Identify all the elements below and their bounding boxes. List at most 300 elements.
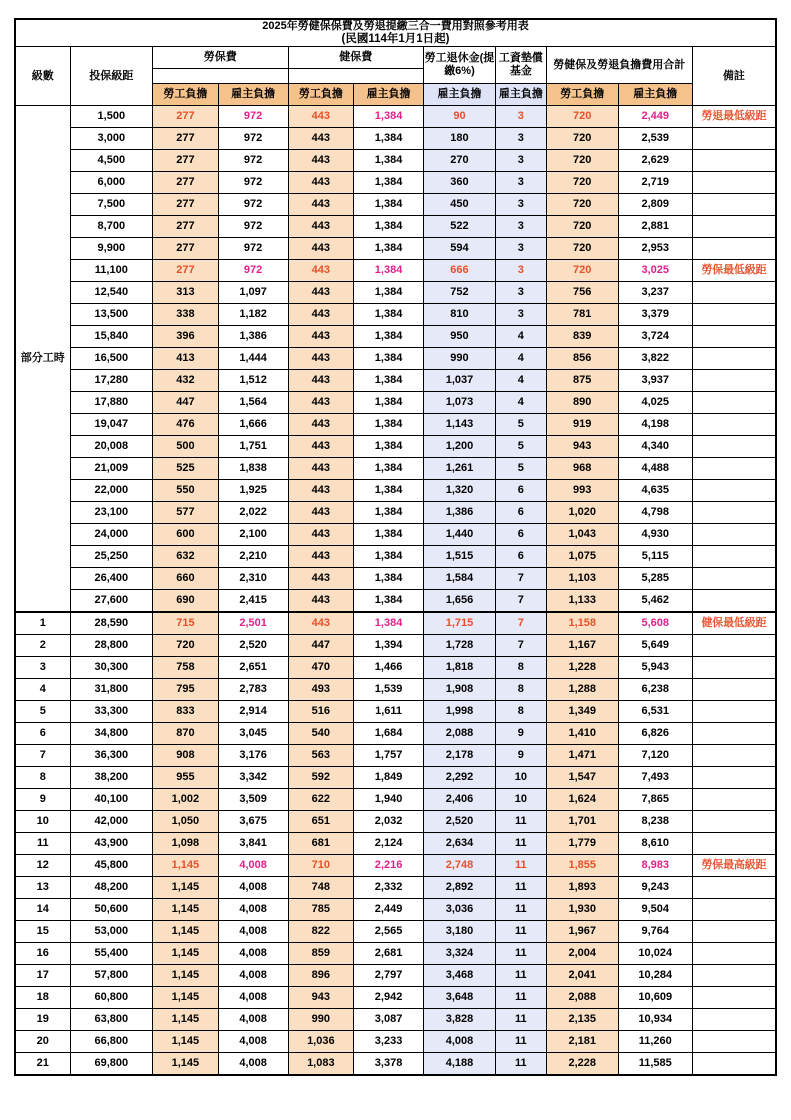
document-title-cell — [15, 19, 776, 46]
table-row — [15, 810, 776, 832]
table-row — [15, 171, 776, 193]
cell-labor-insurance-employee: 277 — [153, 149, 219, 171]
cell-total-employee: 1,701 — [546, 810, 618, 832]
cell-health-insurance-employer: 1,384 — [354, 545, 424, 567]
cell-labor-pension: 1,320 — [423, 479, 495, 501]
part-time-label: 部分工時 — [15, 105, 70, 612]
cell-health-insurance-employee: 443 — [288, 479, 354, 501]
cell-wage-arrears-fund: 5 — [495, 457, 546, 479]
cell-health-insurance-employer: 2,332 — [354, 876, 424, 898]
cell-salary: 16,500 — [70, 347, 153, 369]
header-remark: 備註 — [692, 46, 776, 105]
cell-health-insurance-employer: 3,378 — [354, 1052, 424, 1075]
cell-labor-insurance-employee: 577 — [153, 501, 219, 523]
cell-wage-arrears-fund: 5 — [495, 435, 546, 457]
cell-total-employer: 7,493 — [618, 766, 692, 788]
cell-labor-insurance-employer: 2,520 — [218, 634, 288, 656]
table-row — [15, 259, 776, 281]
cell-remark — [692, 722, 776, 744]
cell-labor-insurance-employee: 1,145 — [153, 1030, 219, 1052]
cell-labor-pension: 2,520 — [423, 810, 495, 832]
cell-grade: 8 — [15, 766, 70, 788]
subheader-li-employer: 雇主負擔 — [218, 83, 288, 105]
cell-salary: 20,008 — [70, 435, 153, 457]
table-row — [15, 788, 776, 810]
cell-labor-insurance-employer: 4,008 — [218, 1030, 288, 1052]
cell-total-employee: 781 — [546, 303, 618, 325]
cell-salary: 12,540 — [70, 281, 153, 303]
cell-health-insurance-employee: 443 — [288, 303, 354, 325]
cell-wage-arrears-fund: 4 — [495, 391, 546, 413]
cell-labor-insurance-employer: 1,182 — [218, 303, 288, 325]
cell-labor-pension: 1,261 — [423, 457, 495, 479]
cell-wage-arrears-fund: 3 — [495, 105, 546, 127]
cell-remark — [692, 656, 776, 678]
cell-remark — [692, 171, 776, 193]
cell-labor-insurance-employer: 1,444 — [218, 347, 288, 369]
cell-labor-insurance-employee: 1,145 — [153, 854, 219, 876]
cell-salary: 24,000 — [70, 523, 153, 545]
cell-labor-insurance-employee: 413 — [153, 347, 219, 369]
cell-total-employer: 3,937 — [618, 369, 692, 391]
cell-labor-pension: 950 — [423, 325, 495, 347]
cell-labor-insurance-employee: 277 — [153, 237, 219, 259]
table-row — [15, 347, 776, 369]
cell-wage-arrears-fund: 3 — [495, 237, 546, 259]
cell-health-insurance-employer: 1,384 — [354, 105, 424, 127]
cell-remark — [692, 810, 776, 832]
cell-labor-pension: 1,037 — [423, 369, 495, 391]
cell-total-employee: 1,020 — [546, 501, 618, 523]
cell-labor-insurance-employer: 1,386 — [218, 325, 288, 347]
cell-labor-insurance-employer: 4,008 — [218, 986, 288, 1008]
header-grade: 級數 — [15, 46, 70, 105]
cell-labor-pension: 3,036 — [423, 898, 495, 920]
cell-salary: 38,200 — [70, 766, 153, 788]
cell-health-insurance-employer: 3,087 — [354, 1008, 424, 1030]
cell-labor-insurance-employer: 3,342 — [218, 766, 288, 788]
cell-labor-pension: 1,656 — [423, 589, 495, 612]
cell-health-insurance-employer: 1,384 — [354, 369, 424, 391]
cell-total-employer: 7,865 — [618, 788, 692, 810]
cell-total-employee: 968 — [546, 457, 618, 479]
cell-health-insurance-employer: 1,684 — [354, 722, 424, 744]
cell-health-insurance-employee: 443 — [288, 589, 354, 612]
cell-health-insurance-employee: 622 — [288, 788, 354, 810]
cell-total-employee: 720 — [546, 193, 618, 215]
cell-grade: 19 — [15, 1008, 70, 1030]
cell-labor-insurance-employee: 690 — [153, 589, 219, 612]
cell-remark — [692, 1052, 776, 1075]
cell-wage-arrears-fund: 6 — [495, 479, 546, 501]
cell-labor-insurance-employee: 908 — [153, 744, 219, 766]
cell-wage-arrears-fund: 11 — [495, 964, 546, 986]
table-row — [15, 744, 776, 766]
cell-remark — [692, 457, 776, 479]
cell-total-employee: 1,471 — [546, 744, 618, 766]
cell-remark — [692, 127, 776, 149]
cell-health-insurance-employee: 443 — [288, 193, 354, 215]
cell-health-insurance-employer: 1,384 — [354, 501, 424, 523]
cell-grade: 4 — [15, 678, 70, 700]
cell-labor-pension: 522 — [423, 215, 495, 237]
cell-remark — [692, 986, 776, 1008]
cell-salary: 21,009 — [70, 457, 153, 479]
cell-total-employee: 720 — [546, 149, 618, 171]
cell-health-insurance-employee: 990 — [288, 1008, 354, 1030]
cell-labor-pension: 1,200 — [423, 435, 495, 457]
cell-labor-insurance-employer: 972 — [218, 215, 288, 237]
cell-health-insurance-employee: 859 — [288, 942, 354, 964]
cell-health-insurance-employee: 443 — [288, 171, 354, 193]
cell-total-employee: 1,228 — [546, 656, 618, 678]
cell-health-insurance-employer: 1,384 — [354, 435, 424, 457]
cell-wage-arrears-fund: 7 — [495, 567, 546, 589]
cell-total-employer: 3,724 — [618, 325, 692, 347]
table-row — [15, 612, 776, 635]
cell-grade: 14 — [15, 898, 70, 920]
cell-salary: 45,800 — [70, 854, 153, 876]
cell-total-employer: 4,798 — [618, 501, 692, 523]
table-row — [15, 127, 776, 149]
cell-labor-insurance-employee: 1,145 — [153, 898, 219, 920]
cell-health-insurance-employer: 1,384 — [354, 612, 424, 635]
cell-health-insurance-employee: 896 — [288, 964, 354, 986]
cell-salary: 36,300 — [70, 744, 153, 766]
cell-wage-arrears-fund: 11 — [495, 898, 546, 920]
cell-remark — [692, 281, 776, 303]
cell-labor-insurance-employee: 1,145 — [153, 942, 219, 964]
cell-salary: 17,280 — [70, 369, 153, 391]
cell-total-employee: 2,088 — [546, 986, 618, 1008]
cell-remark — [692, 347, 776, 369]
cell-total-employee: 1,967 — [546, 920, 618, 942]
cell-health-insurance-employee: 516 — [288, 700, 354, 722]
cell-labor-insurance-employer: 1,751 — [218, 435, 288, 457]
cell-remark: 勞保最低級距 — [692, 259, 776, 281]
table-row — [15, 369, 776, 391]
cell-total-employer: 4,025 — [618, 391, 692, 413]
cell-total-employer: 8,238 — [618, 810, 692, 832]
cell-labor-insurance-employer: 1,564 — [218, 391, 288, 413]
header-salary-bracket: 投保級距 — [70, 46, 153, 105]
cell-health-insurance-employer: 1,384 — [354, 391, 424, 413]
cell-salary: 42,000 — [70, 810, 153, 832]
cell-remark — [692, 523, 776, 545]
cell-remark — [692, 589, 776, 612]
cell-labor-pension: 1,998 — [423, 700, 495, 722]
cell-wage-arrears-fund: 4 — [495, 369, 546, 391]
cell-labor-pension: 1,908 — [423, 678, 495, 700]
cell-health-insurance-employee: 493 — [288, 678, 354, 700]
table-row — [15, 215, 776, 237]
cell-labor-insurance-employer: 1,512 — [218, 369, 288, 391]
cell-health-insurance-employer: 1,539 — [354, 678, 424, 700]
cell-labor-insurance-employer: 1,838 — [218, 457, 288, 479]
cell-salary: 1,500 — [70, 105, 153, 127]
header-labor-pension: 勞工退休金(提繳6%) — [423, 46, 495, 83]
cell-total-employer: 7,120 — [618, 744, 692, 766]
cell-health-insurance-employee: 443 — [288, 215, 354, 237]
cell-total-employee: 875 — [546, 369, 618, 391]
cell-health-insurance-employee: 443 — [288, 545, 354, 567]
cell-labor-insurance-employee: 447 — [153, 391, 219, 413]
cell-total-employer: 3,379 — [618, 303, 692, 325]
cell-labor-insurance-employer: 972 — [218, 171, 288, 193]
cell-health-insurance-employer: 3,233 — [354, 1030, 424, 1052]
cell-salary: 6,000 — [70, 171, 153, 193]
cell-labor-pension: 450 — [423, 193, 495, 215]
cell-wage-arrears-fund: 3 — [495, 193, 546, 215]
cell-remark — [692, 942, 776, 964]
cell-total-employer: 4,635 — [618, 479, 692, 501]
cell-labor-pension: 666 — [423, 259, 495, 281]
cell-health-insurance-employee: 540 — [288, 722, 354, 744]
cell-remark — [692, 413, 776, 435]
cell-grade: 12 — [15, 854, 70, 876]
cell-labor-pension: 1,143 — [423, 413, 495, 435]
cell-total-employee: 1,043 — [546, 523, 618, 545]
header-labor-insurance-spacer — [153, 68, 288, 83]
cell-total-employer: 4,488 — [618, 457, 692, 479]
cell-labor-pension: 1,440 — [423, 523, 495, 545]
cell-labor-insurance-employer: 4,008 — [218, 942, 288, 964]
cell-labor-pension: 2,292 — [423, 766, 495, 788]
cell-total-employer: 2,539 — [618, 127, 692, 149]
cell-health-insurance-employer: 1,384 — [354, 523, 424, 545]
cell-total-employer: 6,826 — [618, 722, 692, 744]
cell-total-employee: 943 — [546, 435, 618, 457]
cell-total-employee: 1,158 — [546, 612, 618, 635]
cell-remark — [692, 391, 776, 413]
cell-grade: 2 — [15, 634, 70, 656]
cell-labor-pension: 3,468 — [423, 964, 495, 986]
table-row — [15, 501, 776, 523]
cell-total-employer: 5,285 — [618, 567, 692, 589]
cell-labor-pension: 1,073 — [423, 391, 495, 413]
table-row — [15, 766, 776, 788]
cell-total-employee: 720 — [546, 237, 618, 259]
cell-labor-insurance-employer: 4,008 — [218, 854, 288, 876]
cell-labor-pension: 1,515 — [423, 545, 495, 567]
cell-labor-insurance-employer: 972 — [218, 193, 288, 215]
cell-remark — [692, 832, 776, 854]
cell-total-employee: 2,135 — [546, 1008, 618, 1030]
cell-labor-insurance-employer: 4,008 — [218, 964, 288, 986]
cell-wage-arrears-fund: 8 — [495, 678, 546, 700]
cell-total-employee: 890 — [546, 391, 618, 413]
table-row — [15, 413, 776, 435]
cell-remark — [692, 567, 776, 589]
cell-remark: 健保最低級距 — [692, 612, 776, 635]
cell-total-employer: 9,504 — [618, 898, 692, 920]
subheader-fund-employer: 雇主負擔 — [495, 83, 546, 105]
cell-salary: 31,800 — [70, 678, 153, 700]
cell-health-insurance-employer: 2,124 — [354, 832, 424, 854]
cell-salary: 28,590 — [70, 612, 153, 635]
cell-health-insurance-employee: 443 — [288, 127, 354, 149]
cell-wage-arrears-fund: 11 — [495, 854, 546, 876]
cell-wage-arrears-fund: 11 — [495, 876, 546, 898]
cell-total-employee: 720 — [546, 105, 618, 127]
cell-grade: 11 — [15, 832, 70, 854]
cell-wage-arrears-fund: 4 — [495, 347, 546, 369]
cell-health-insurance-employee: 443 — [288, 391, 354, 413]
cell-wage-arrears-fund: 3 — [495, 127, 546, 149]
cell-grade: 3 — [15, 656, 70, 678]
table-row — [15, 832, 776, 854]
cell-labor-insurance-employee: 476 — [153, 413, 219, 435]
subheader-pension-employer: 雇主負擔 — [423, 83, 495, 105]
cell-remark — [692, 766, 776, 788]
cell-wage-arrears-fund: 3 — [495, 215, 546, 237]
cell-labor-insurance-employer: 4,008 — [218, 1008, 288, 1030]
cell-labor-pension: 752 — [423, 281, 495, 303]
cell-health-insurance-employee: 443 — [288, 413, 354, 435]
cell-labor-insurance-employee: 525 — [153, 457, 219, 479]
cell-wage-arrears-fund: 6 — [495, 501, 546, 523]
subheader-li-employee: 勞工負擔 — [153, 83, 219, 105]
cell-total-employer: 6,238 — [618, 678, 692, 700]
cell-health-insurance-employee: 785 — [288, 898, 354, 920]
cell-labor-insurance-employee: 1,145 — [153, 876, 219, 898]
cell-labor-insurance-employer: 2,914 — [218, 700, 288, 722]
cell-labor-insurance-employer: 3,509 — [218, 788, 288, 810]
cell-labor-insurance-employer: 2,415 — [218, 589, 288, 612]
cell-wage-arrears-fund: 6 — [495, 545, 546, 567]
cell-labor-insurance-employee: 870 — [153, 722, 219, 744]
cell-total-employee: 756 — [546, 281, 618, 303]
table-row — [15, 149, 776, 171]
cell-labor-insurance-employer: 2,501 — [218, 612, 288, 635]
cell-health-insurance-employer: 1,384 — [354, 413, 424, 435]
cell-health-insurance-employee: 443 — [288, 369, 354, 391]
cell-health-insurance-employer: 1,384 — [354, 567, 424, 589]
cell-labor-pension: 2,406 — [423, 788, 495, 810]
cell-wage-arrears-fund: 7 — [495, 634, 546, 656]
cell-health-insurance-employer: 1,384 — [354, 281, 424, 303]
cell-salary: 11,100 — [70, 259, 153, 281]
cell-labor-insurance-employee: 715 — [153, 612, 219, 635]
cell-labor-insurance-employee: 277 — [153, 105, 219, 127]
cell-health-insurance-employee: 443 — [288, 523, 354, 545]
cell-wage-arrears-fund: 4 — [495, 325, 546, 347]
cell-wage-arrears-fund: 11 — [495, 1008, 546, 1030]
cell-wage-arrears-fund: 11 — [495, 942, 546, 964]
cell-total-employee: 1,103 — [546, 567, 618, 589]
cell-wage-arrears-fund: 3 — [495, 259, 546, 281]
cell-health-insurance-employer: 1,384 — [354, 215, 424, 237]
cell-labor-insurance-employer: 2,651 — [218, 656, 288, 678]
cell-grade: 17 — [15, 964, 70, 986]
cell-labor-insurance-employer: 972 — [218, 105, 288, 127]
cell-labor-insurance-employer: 3,841 — [218, 832, 288, 854]
cell-labor-pension: 810 — [423, 303, 495, 325]
cell-total-employer: 10,609 — [618, 986, 692, 1008]
cell-wage-arrears-fund: 6 — [495, 523, 546, 545]
cell-wage-arrears-fund: 9 — [495, 722, 546, 744]
cell-total-employee: 1,075 — [546, 545, 618, 567]
cell-labor-insurance-employee: 1,098 — [153, 832, 219, 854]
cell-total-employee: 1,349 — [546, 700, 618, 722]
cell-labor-insurance-employer: 2,100 — [218, 523, 288, 545]
table-row — [15, 193, 776, 215]
cell-labor-pension: 2,892 — [423, 876, 495, 898]
cell-labor-insurance-employer: 2,783 — [218, 678, 288, 700]
cell-labor-insurance-employee: 632 — [153, 545, 219, 567]
cell-labor-pension: 3,180 — [423, 920, 495, 942]
cell-labor-insurance-employer: 2,022 — [218, 501, 288, 523]
cell-labor-pension: 3,828 — [423, 1008, 495, 1030]
cell-labor-insurance-employee: 720 — [153, 634, 219, 656]
table-row — [15, 105, 776, 127]
cell-health-insurance-employer: 1,849 — [354, 766, 424, 788]
cell-labor-insurance-employee: 1,002 — [153, 788, 219, 810]
table-row — [15, 964, 776, 986]
cell-labor-pension: 3,648 — [423, 986, 495, 1008]
cell-total-employer: 9,764 — [618, 920, 692, 942]
cell-health-insurance-employer: 1,757 — [354, 744, 424, 766]
subheader-total-employer: 雇主負擔 — [618, 83, 692, 105]
cell-health-insurance-employee: 748 — [288, 876, 354, 898]
cell-total-employee: 856 — [546, 347, 618, 369]
cell-labor-pension: 1,818 — [423, 656, 495, 678]
cell-labor-insurance-employer: 972 — [218, 127, 288, 149]
cell-labor-insurance-employee: 550 — [153, 479, 219, 501]
cell-labor-pension: 1,584 — [423, 567, 495, 589]
cell-labor-pension: 180 — [423, 127, 495, 149]
cell-total-employee: 1,288 — [546, 678, 618, 700]
cell-labor-insurance-employee: 396 — [153, 325, 219, 347]
subheader-total-employee: 勞工負擔 — [546, 83, 618, 105]
cell-total-employer: 5,943 — [618, 656, 692, 678]
cell-grade: 18 — [15, 986, 70, 1008]
cell-salary: 33,300 — [70, 700, 153, 722]
table-row — [15, 457, 776, 479]
cell-labor-insurance-employee: 1,145 — [153, 986, 219, 1008]
table-row — [15, 237, 776, 259]
cell-remark — [692, 700, 776, 722]
cell-total-employer: 4,930 — [618, 523, 692, 545]
header-combined: 勞健保及勞退負擔費用合計 — [546, 46, 692, 83]
table-row — [15, 656, 776, 678]
cell-salary: 30,300 — [70, 656, 153, 678]
cell-labor-insurance-employee: 1,145 — [153, 1052, 219, 1075]
cell-salary: 48,200 — [70, 876, 153, 898]
cell-remark — [692, 678, 776, 700]
cell-wage-arrears-fund: 7 — [495, 612, 546, 635]
cell-health-insurance-employer: 1,384 — [354, 589, 424, 612]
cell-health-insurance-employer: 2,565 — [354, 920, 424, 942]
cell-total-employee: 919 — [546, 413, 618, 435]
cell-total-employer: 8,983 — [618, 854, 692, 876]
cell-remark — [692, 788, 776, 810]
header-health-insurance-spacer — [288, 68, 423, 83]
cell-wage-arrears-fund: 7 — [495, 589, 546, 612]
cell-total-employee: 993 — [546, 479, 618, 501]
cell-labor-insurance-employer: 1,097 — [218, 281, 288, 303]
cell-total-employer: 3,237 — [618, 281, 692, 303]
cell-labor-insurance-employer: 3,176 — [218, 744, 288, 766]
cell-labor-insurance-employee: 833 — [153, 700, 219, 722]
cell-labor-insurance-employer: 1,666 — [218, 413, 288, 435]
cell-total-employee: 839 — [546, 325, 618, 347]
cell-health-insurance-employee: 443 — [288, 237, 354, 259]
cell-health-insurance-employer: 1,384 — [354, 127, 424, 149]
cell-labor-pension: 1,715 — [423, 612, 495, 635]
table-row — [15, 303, 776, 325]
document-subtitle: (民國114年1月1日起) — [341, 32, 450, 45]
